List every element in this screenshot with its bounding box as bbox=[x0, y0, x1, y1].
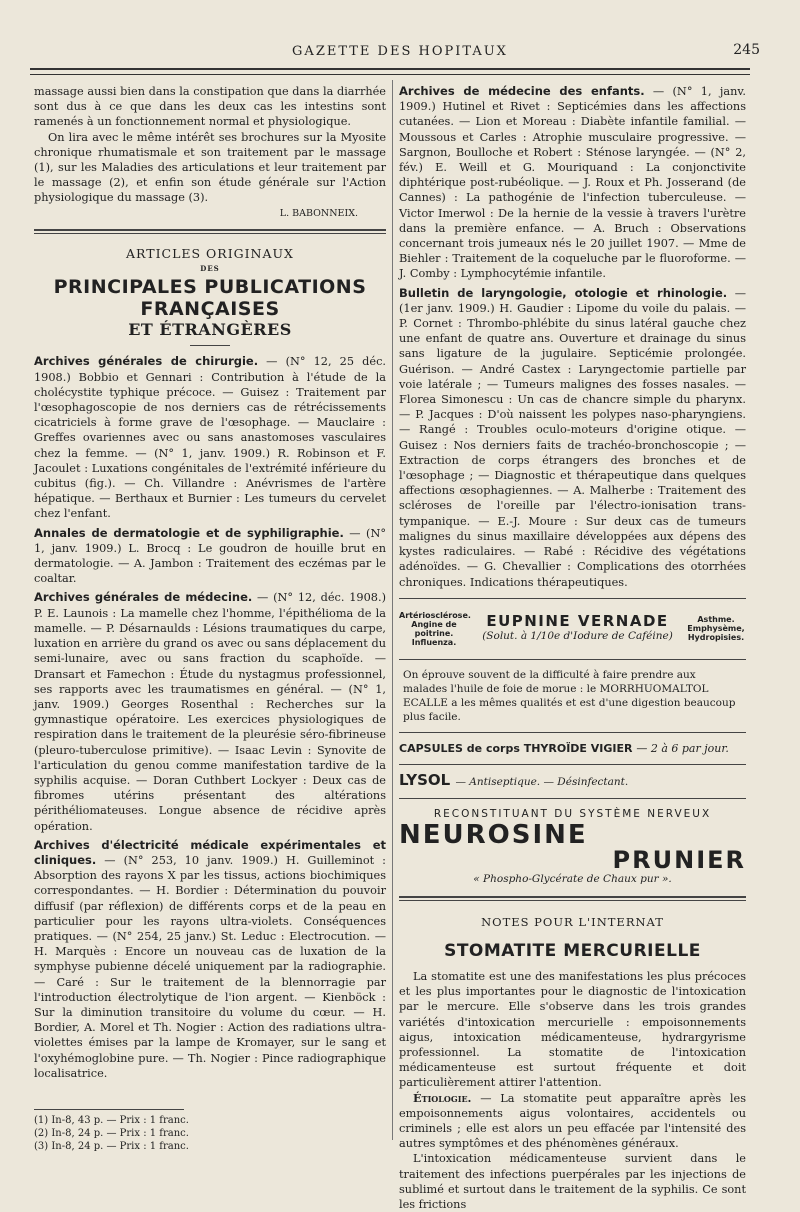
journal-name: Archives d'électricité médicale expérimentales et cliniques. bbox=[34, 837, 386, 867]
journal-name: Bulletin de laryngologie, otologie et rhinologie. bbox=[399, 285, 728, 300]
journal-name: Annales de dermatologie et de syphiligraphie. bbox=[34, 525, 344, 540]
section-heading-4: ET ÉTRANGÈRES bbox=[128, 320, 292, 340]
footnote: (3) In-8, 24 p. — Prix : 1 franc. bbox=[34, 1140, 189, 1152]
section-heading-3: PRINCIPALES PUBLICATIONS FRANÇAISES bbox=[53, 276, 367, 321]
ad-neurosine-tagline: RECONSTITUANT DU SYSTÈME NERVEUX bbox=[433, 808, 712, 821]
ad-morrhuomaltol: On éprouve souvent de la difficulté à faire prendre aux malades l'huile de foie de morue : le MORRHUOMALTOL ECALLE a les mêmes qualités et est d'une digestion beaucoup plus facile. bbox=[403, 668, 736, 723]
ad-neurosine-desc: « Phospho-Glycérate de Chaux pur ». bbox=[473, 873, 672, 886]
page-header bbox=[30, 44, 770, 66]
section-rule bbox=[399, 896, 746, 901]
journal-entry bbox=[34, 526, 386, 587]
footnotes bbox=[34, 1109, 386, 1153]
ad-lysol bbox=[399, 770, 746, 790]
journal-name: Archives générales de chirurgie. bbox=[34, 354, 259, 369]
ad-neurosine bbox=[399, 807, 746, 887]
notes-heading: NOTES POUR L'INTERNAT bbox=[481, 914, 664, 929]
ad-rule bbox=[399, 732, 746, 733]
journal-text: — (N° 1, janv. 1909.) L. Brocq : Le goudron de houille brut en dermatologie. — A. Jambon : Traitement des eczémas par le coaltar. bbox=[34, 526, 387, 586]
journal-text: — (N° 12, 25 déc. 1908.) Bobbio et Gennari : Contribution à l'étude de la cholécystite typhique précoce. — Guisez : Traitement par l'œsophagoscopie de nos derniers cas de rétrécissements cicatriciels à forme grave de l'œsophage. — Mauclaire : Greffes ovariennes avec ou sans anastomoses vasculaires chez la femme. — (N° 1, janv. 1909.) R. Robinson et F. Jacoulet : Luxations congénitales de l'extrémité inférieure du cubitus (fig.). — Ch. Villandre : Anévrismes de l'artère hépatique. — Berthaux et Burnier : Les tumeurs du cervelet chez l'enfant. bbox=[34, 355, 386, 521]
footnote: (2) In-8, 24 p. — Prix : 1 franc. bbox=[34, 1127, 189, 1139]
column-divider bbox=[392, 80, 393, 1140]
footnote: (1) In-8, 43 p. — Prix : 1 franc. bbox=[34, 1114, 189, 1126]
ad-eupnine-desc: (Solut. à 1/10e d'Iodure de Caféine) bbox=[482, 629, 673, 642]
ad-neurosine-brand: PRUNIER bbox=[612, 846, 746, 875]
ad-eupnine-name: EUPNINE VERNADE bbox=[486, 611, 669, 630]
ad-eupnine-indications: Artériosclérose. Angine de poitrine. Influenza. bbox=[399, 610, 471, 647]
ad-capsules-name: CAPSULES de corps THYROÏDE VIGIER bbox=[399, 741, 633, 755]
running-title: GAZETTE DES HOPITAUX bbox=[292, 44, 508, 59]
ad-rule bbox=[399, 798, 746, 799]
right-column bbox=[399, 84, 746, 1212]
intro-paragraph: massage aussi bien dans la constipation que dans la diarrhée sont dus à ce que dans les deux cas les intestins sont ramenés à un fonctionnement normal et physiologique. bbox=[34, 85, 386, 129]
section-heading-1: ARTICLES ORIGINAUX bbox=[126, 245, 294, 261]
ad-eupnine-indications-2: Asthme. Emphysème, Hydropisies. bbox=[687, 615, 745, 643]
ad-rule bbox=[399, 764, 746, 765]
journal-entry bbox=[399, 84, 746, 282]
left-column bbox=[34, 84, 386, 1153]
intro-paragraph-2: On lira avec le même intérêt ses brochures sur la Myosite chronique rhumatismale et son traitement par le massage (1), sur les Maladies des articulations et leur traitement par le massage (2), et enfin son étude générale sur l'Action physiologique du massage (3). bbox=[34, 130, 386, 205]
footnote-rule bbox=[34, 1109, 184, 1110]
article-paragraph: L'intoxication médicamenteuse survient dans le traitement des infections puerpérales par les injections de sublimé et surtout dans le traitement de la syphilis. Ce sont les frictions bbox=[399, 1152, 746, 1211]
journal-entry bbox=[34, 838, 386, 1081]
ad-eupnine bbox=[399, 607, 746, 651]
ad-lysol-desc: — Antiseptique. — Désinfectant. bbox=[455, 775, 629, 788]
journal-text: — (N° 1, janv. 1909.) Hutinel et Rivet : Septicémies dans les affections cutanées. — Lion et Moreau : Diabète infantile familial. — Moussous et Carles : Atrophie musculaire progressive. — Sargnon, Boulloche et Robert : Sténose laryngée. — (N° 2, fév.) E. Weill et G. Mouriquand : La conjonctivite diphtérique post-rubéolique. — J. Roux et Ph. Josserand (de Cannes) : La pathogénie de l'infection tuberculeuse. — Victor Imerwol : De la hernie de la vessie à travers l'urètre dans la première enfance. — A. Bruch : Observations concernant trois jumeaux nés le 20 juillet 1907. — Mme de Biehler : Traitement de la coqueluche par le fluoroforme. — J. Comby : Lymphocytémie infantile. bbox=[399, 85, 746, 281]
article-paragraph bbox=[399, 1091, 746, 1152]
article-paragraph: La stomatite est une des manifestations les plus précoces et les plus importantes pour le diagnostic de l'intoxication par le mercure. Elle s'observe dans les trois grandes variétés d'intoxication mercurielle : empoisonnements aigus, intoxication médicamenteuse, hydrargyrisme professionnel. La stomatite de l'intoxication médicamenteuse est surtout fréquente et doit particulièrement attirer l'attention. bbox=[399, 969, 746, 1090]
header-rule bbox=[30, 68, 750, 75]
article-subheading: Étiologie. bbox=[413, 1090, 472, 1105]
section-rule bbox=[34, 229, 386, 234]
journal-text: — (N° 12, déc. 1908.) P. E. Launois : La mamelle chez l'homme, l'épithélioma de la mamelle. — P. Désarnaulds : Lésions traumatiques du carpe, luxation en arrière du grand os avec ou sans déplacement du semi-lunaire, avec ou sans fraction du scaphoïde. — Dransart et Famechon : Étude du nystagmus professionnel, ses rapports avec les traumatismes en général. — (N° 1, janv. 1909.) Georges Rosenthal : Recherches sur la gymnastique opératoire. Les exercices physiologiques de respiration dans le traitement de la pleurésie séro-fibrineuse (pleuro-tuberculose primitive). — Isaac Levin : Synovite de l'articulation du genou comme manifestation tardive de la syphilis acquise. — Doran Cuthbert Lockyer : Deux cas de fibromes utérins présentant des altérations périthéliomateuses. Longue absence de récidive après opération. bbox=[34, 591, 386, 833]
short-rule bbox=[190, 345, 230, 346]
journal-entry bbox=[34, 590, 386, 833]
ad-capsules bbox=[399, 741, 746, 756]
journal-name: Archives de médecine des enfants. bbox=[399, 84, 645, 98]
article-title: STOMATITE MERCURIELLE bbox=[444, 940, 701, 961]
author-signature: L. BABONNEIX. bbox=[279, 207, 358, 219]
ad-eupnine-center bbox=[482, 611, 673, 644]
article-text: — La stomatite peut apparaître après les empoisonnements aigus volontaires, accidentels ou criminels ; elle est alors un peu effacée par l'intensité des autres symptômes et des phénomènes généraux. bbox=[399, 1091, 746, 1151]
ad-rule bbox=[399, 598, 746, 599]
ad-lysol-name: LYSOL bbox=[399, 770, 451, 789]
journal-name: Archives générales de médecine. bbox=[34, 590, 253, 605]
ad-rule bbox=[399, 659, 746, 660]
page-number: 245 bbox=[733, 42, 760, 58]
journal-entry bbox=[34, 354, 386, 521]
section-heading-2: DES bbox=[200, 264, 220, 274]
ad-capsules-dose: — 2 à 6 par jour. bbox=[636, 741, 729, 755]
journal-text: — (N° 253, 10 janv. 1909.) H. Guilleminot : Absorption des rayons X par les tissus, actions biochimiques correspondantes. — H. Bordier : Détermination du pouvoir diffusif (par réflexion) de différents corps et de la peau en particulier pour les rayons ultra-violets. Conséquences pratiques. — (N° 254, 25 janv.) St. Leduc : Electrocution. — H. Marquès : Encore un nouveau cas de luxation de la symphyse pubienne décelé uniquement par la radiographie. — Caré : Sur le traitement de la blennorragie par l'introduction électrolytique de l'ion argent. — Kienböck : Sur la diminution transitoire du volume du cœur. — H. Bordier, A. Morel et Th. Nogier : Action des radiations ultra-violettes émises par la lampe de Kromayer, sur le sang et l'oxyhémoglobine pure. — Th. Nogier : Pince radiographique localisatrice. bbox=[34, 853, 386, 1080]
journal-text: — (1er janv. 1909.) H. Gaudier : Lipome du voile du palais. — P. Cornet : Thrombo-phlébite du sinus latéral gauche chez une enfant de quatre ans. Ouverture et drainage du sinus sans ligature de la jugulaire. Septicémie prolongée. Guérison. — André Castex : Laryngectomie partielle par voie latérale ; — Tumeurs malignes des fosses nasales. — Florea Simonescu : Un cas de chancre simple du pharynx. — P. Jacques : D'où naissent les polypes naso-pharyngiens. — Rangé : Troubles oculo-moteurs d'origine otique. — Guisez : Nos derniers faits de trachéo-bronchoscopie ; — Extraction de corps étrangers des bronches et de l'œsophage ; — Diagnostic et thérapeutique dans quelques affections œsophagiennes. — A. Malherbe : Traitement des scléroses de l'oreille par l'électro-ionisation trans-tympanique. — E.-J. Moure : Sur deux cas de tumeurs malignes du sinus maxillaire développées aux dépens des kystes radiculaires. — Rabé : Récidive des végétations adénoïdes. — G. Chevallier : Complications des otorrhées chroniques. Indications thérapeutiques. bbox=[399, 286, 747, 589]
ad-neurosine-name: NEUROSINE bbox=[399, 820, 588, 851]
journal-entry bbox=[399, 286, 746, 590]
